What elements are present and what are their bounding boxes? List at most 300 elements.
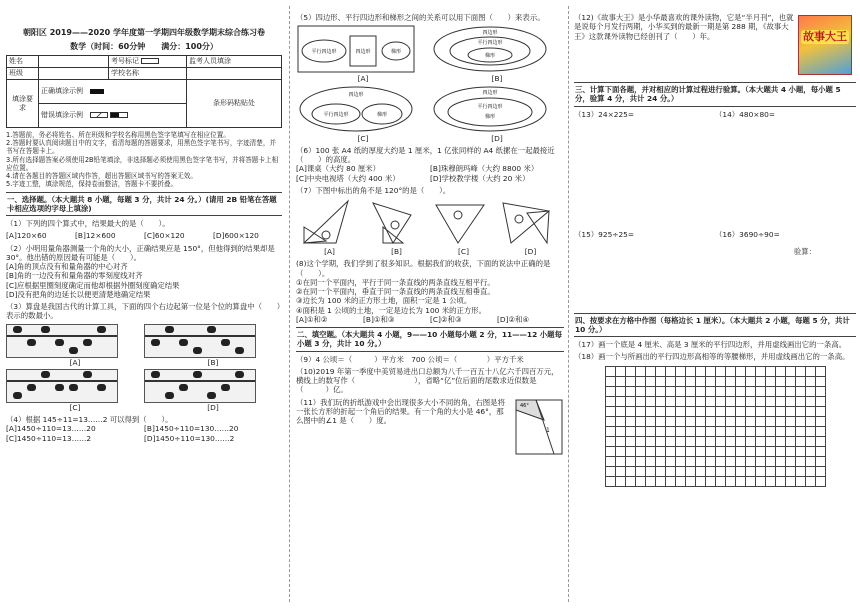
grid-cell[interactable]	[686, 417, 696, 427]
grid-cell[interactable]	[636, 437, 646, 447]
grid-cell[interactable]	[736, 407, 746, 417]
grid-cell[interactable]	[606, 377, 616, 387]
grid-cell[interactable]	[656, 377, 666, 387]
grid-cell[interactable]	[676, 417, 686, 427]
grid-cell[interactable]	[776, 387, 786, 397]
grid-cell[interactable]	[646, 387, 656, 397]
grid-cell[interactable]	[726, 447, 736, 457]
grid-cell[interactable]	[636, 367, 646, 377]
grid-cell[interactable]	[776, 377, 786, 387]
grid-cell[interactable]	[606, 467, 616, 477]
book-cover-image: 故事大王	[798, 15, 852, 75]
grid-cell[interactable]	[806, 387, 816, 397]
grid-cell[interactable]	[706, 367, 716, 377]
grid-cell[interactable]	[646, 437, 656, 447]
grid-cell[interactable]	[646, 367, 656, 377]
grid-cell[interactable]	[786, 477, 796, 487]
grid-cell[interactable]	[756, 367, 766, 377]
grid-cell[interactable]	[676, 377, 686, 387]
grid-cell[interactable]	[776, 457, 786, 467]
grid-cell[interactable]	[786, 377, 796, 387]
grid-cell[interactable]	[756, 407, 766, 417]
grid-cell[interactable]	[776, 467, 786, 477]
grid-cell[interactable]	[626, 457, 636, 467]
grid-cell[interactable]	[646, 417, 656, 427]
grid-cell[interactable]	[776, 447, 786, 457]
question-18: （18）画一个与所画出的平行四边形高相等的等腰梯形，并用虚线画出它的一条高。	[574, 352, 850, 362]
grid-cell[interactable]	[746, 407, 756, 417]
grid-cell[interactable]	[716, 417, 726, 427]
grid-cell[interactable]	[656, 447, 666, 457]
q4-option-a[interactable]: [A]1450÷110=13……20	[6, 424, 96, 434]
grid-cell[interactable]	[636, 417, 646, 427]
grid-cell[interactable]	[806, 417, 816, 427]
grid-cell[interactable]	[766, 457, 776, 467]
grid-cell[interactable]	[616, 367, 626, 377]
grid-cell[interactable]	[626, 447, 636, 457]
grid-cell[interactable]	[676, 407, 686, 417]
grid-cell[interactable]	[706, 377, 716, 387]
grid-cell[interactable]	[796, 387, 806, 397]
question-2: （2）小明用量角器测量一个角的大小，正确结果应是 150°，但他得到的结果却是 30°。他出错的原因最有可能是（ ）。 [A]角的顶点没有和量角器的中心对齐 [B]角的一边没有和量角器的零刻度线对齐 [C]应根据里圈刻度确定而他却根据外圈刻度确定结果 [D]没有把角的边延长以便更清楚地确定结果	[6, 244, 282, 300]
grid-cell[interactable]	[666, 367, 676, 377]
grid-cell[interactable]	[766, 437, 776, 447]
q6-option-a[interactable]: [A]课桌（大约 80 厘米）	[296, 164, 381, 174]
grid-cell[interactable]	[776, 427, 786, 437]
grid-cell[interactable]	[656, 467, 666, 477]
q4-option-d[interactable]: [D]1450÷110=130……2	[144, 433, 235, 443]
grid-cell[interactable]	[646, 427, 656, 437]
grid-cell[interactable]	[716, 377, 726, 387]
q4-option-c[interactable]: [C]1450÷110=13……2	[6, 433, 92, 443]
grid-cell[interactable]	[656, 407, 666, 417]
grid-cell[interactable]	[806, 407, 816, 417]
grid-cell[interactable]	[646, 457, 656, 467]
q1-option-c[interactable]: [C]60×120	[144, 231, 185, 241]
grid-cell[interactable]	[816, 467, 826, 477]
school-field[interactable]	[187, 68, 282, 80]
notes: 1.答题前，务必将姓名、所在班级和学校名称用黑色签字笔填写在相应位置。 2.答题时要认真阅读题目中的文字，看清每题的答题要求，用黑色签字笔书写，字迹清楚，并书写在答题卡上。 3.所有选择题答案必须使用2B铅笔填涂，非选择题必须使用黑色签字笔书写，并将答题卡上相应位置。 4.请在各题目的答题区域内作答，超出答题区域书写的答案无效。 5.字迹工整，填涂规范，保持卷面整洁，答题卡不要折叠。	[6, 131, 279, 189]
q2-option-b[interactable]: [B]角的一边没有和量角器的零刻度线对齐	[6, 271, 143, 281]
grid-cell[interactable]	[796, 457, 806, 467]
grid-cell[interactable]	[636, 387, 646, 397]
grid-cell[interactable]	[756, 427, 766, 437]
grid-cell[interactable]	[656, 397, 666, 407]
grid-cell[interactable]	[696, 447, 706, 457]
grid-cell[interactable]	[786, 447, 796, 457]
grid-cell[interactable]	[796, 407, 806, 417]
grid-cell[interactable]	[636, 477, 646, 487]
grid-cell[interactable]	[766, 447, 776, 457]
grid-cell[interactable]	[616, 377, 626, 387]
grid-cell[interactable]	[796, 437, 806, 447]
grid-cell[interactable]	[766, 377, 776, 387]
grid-cell[interactable]	[776, 477, 786, 487]
q2-option-c[interactable]: [C]应根据里圈刻度确定而他却根据外圈刻度确定结果	[6, 280, 180, 290]
grid-cell[interactable]	[766, 367, 776, 377]
grid-cell[interactable]	[726, 377, 736, 387]
grid-cell[interactable]	[786, 387, 796, 397]
grid-cell[interactable]	[656, 387, 666, 397]
grid-cell[interactable]	[746, 457, 756, 467]
grid-cell[interactable]	[736, 437, 746, 447]
grid-cell[interactable]	[786, 417, 796, 427]
grid-cell[interactable]	[716, 477, 726, 487]
grid-cell[interactable]	[626, 387, 636, 397]
grid-cell[interactable]	[776, 407, 786, 417]
grid-cell[interactable]	[806, 427, 816, 437]
grid-cell[interactable]	[646, 467, 656, 477]
grid-cell[interactable]	[696, 437, 706, 447]
grid-cell[interactable]	[776, 367, 786, 377]
q6-option-b[interactable]: [B]珠穆朗玛峰（大约 8800 米）	[430, 164, 539, 174]
grid-cell[interactable]	[706, 387, 716, 397]
grid-cell[interactable]	[636, 447, 646, 457]
grid-cell[interactable]	[746, 467, 756, 477]
grid-cell[interactable]	[816, 437, 826, 447]
grid-cell[interactable]	[676, 477, 686, 487]
q8-option-a[interactable]: [A]①和②	[296, 314, 328, 324]
q8-option-c[interactable]: [C]②和③	[430, 314, 462, 324]
grid-cell[interactable]	[676, 367, 686, 377]
grid-cell[interactable]	[816, 457, 826, 467]
grid-cell[interactable]	[636, 427, 646, 437]
grid-cell[interactable]	[636, 467, 646, 477]
grid-cell[interactable]	[696, 457, 706, 467]
q1-option-d[interactable]: [D]600×120	[213, 231, 259, 241]
grid-cell[interactable]	[746, 417, 756, 427]
grid-cell[interactable]	[756, 397, 766, 407]
grid-cell[interactable]	[616, 467, 626, 477]
grid-cell[interactable]	[766, 397, 776, 407]
grid-cell[interactable]	[756, 387, 766, 397]
grid-cell[interactable]	[746, 377, 756, 387]
grid-cell[interactable]	[666, 437, 676, 447]
grid-cell[interactable]	[646, 377, 656, 387]
grid-cell[interactable]	[706, 447, 716, 457]
grid-cell[interactable]	[666, 387, 676, 397]
grid-cell[interactable]	[606, 367, 616, 377]
grid-cell[interactable]	[626, 367, 636, 377]
grid-cell[interactable]	[716, 437, 726, 447]
grid-cell[interactable]	[716, 467, 726, 477]
grid-cell[interactable]	[686, 427, 696, 437]
grid-cell[interactable]	[726, 427, 736, 437]
grid-cell[interactable]	[796, 477, 806, 487]
grid-cell[interactable]	[736, 367, 746, 377]
grid-cell[interactable]	[766, 467, 776, 477]
grid-cell[interactable]	[666, 447, 676, 457]
q6-option-d[interactable]: [D]学校教学楼（大约 20 米）	[430, 173, 530, 183]
grid-cell[interactable]	[756, 417, 766, 427]
exam-mark-box[interactable]	[141, 58, 159, 64]
grid-cell[interactable]	[616, 407, 626, 417]
q1-option-b[interactable]: [B]12×600	[75, 231, 116, 241]
grid-cell[interactable]	[746, 477, 756, 487]
grid-cell[interactable]	[756, 467, 766, 477]
grid-cell[interactable]	[646, 447, 656, 457]
grid-cell[interactable]	[696, 397, 706, 407]
grid-cell[interactable]	[616, 397, 626, 407]
grid-cell[interactable]	[606, 387, 616, 397]
grid-cell[interactable]	[616, 437, 626, 447]
grid-cell[interactable]	[736, 397, 746, 407]
grid-cell[interactable]	[706, 407, 716, 417]
grid-cell[interactable]	[816, 397, 826, 407]
grid-cell[interactable]	[726, 457, 736, 467]
grid-cell[interactable]	[766, 387, 776, 397]
grid-cell[interactable]	[726, 437, 736, 447]
q8-option-b[interactable]: [B]①和③	[363, 314, 395, 324]
grid-cell[interactable]	[796, 467, 806, 477]
grid-cell[interactable]	[606, 397, 616, 407]
grid-cell[interactable]	[806, 467, 816, 477]
grid-cell[interactable]	[806, 367, 816, 377]
grid-cell[interactable]	[756, 477, 766, 487]
grid-cell[interactable]	[626, 437, 636, 447]
grid-cell[interactable]	[626, 427, 636, 437]
grid-cell[interactable]	[636, 377, 646, 387]
drawing-grid[interactable]	[605, 366, 826, 487]
grid-cell[interactable]	[726, 467, 736, 477]
column-left	[6, 10, 282, 600]
grid-cell[interactable]	[746, 437, 756, 447]
grid-cell[interactable]	[626, 417, 636, 427]
grid-cell[interactable]	[776, 417, 786, 427]
grid-cell[interactable]	[816, 387, 826, 397]
grid-cell[interactable]	[606, 477, 616, 487]
grid-cell[interactable]	[646, 477, 656, 487]
grid-cell[interactable]	[686, 437, 696, 447]
grid-cell[interactable]	[736, 387, 746, 397]
grid-cell[interactable]	[706, 437, 716, 447]
grid-cell[interactable]	[786, 367, 796, 377]
grid-cell[interactable]	[716, 397, 726, 407]
grid-cell[interactable]	[746, 397, 756, 407]
grid-cell[interactable]	[676, 457, 686, 467]
grid-cell[interactable]	[606, 437, 616, 447]
grid-cell[interactable]	[766, 477, 776, 487]
shape-label: 平行四边形	[477, 103, 503, 110]
grid-cell[interactable]	[716, 367, 726, 377]
grid-cell[interactable]	[736, 427, 746, 437]
grid-cell[interactable]	[746, 367, 756, 377]
grid-cell[interactable]	[716, 407, 726, 417]
grid-cell[interactable]	[676, 397, 686, 407]
grid-cell[interactable]	[626, 377, 636, 387]
question-1: （1）下列的四个算式中，结果最大的是（ ）。 [A]120×60 [B]12×600 [C]60×120 [D]600×120	[6, 219, 282, 241]
grid-cell[interactable]	[726, 387, 736, 397]
grid-cell[interactable]	[686, 477, 696, 487]
question-10: （10)2019 年第一季度中美贸易进出口总额为八千一百五十八亿六千四百万元，横线上的数写作（ ），省略“亿”位后面的尾数求近似数是（ ）亿。	[296, 366, 559, 395]
grid-cell[interactable]	[716, 427, 726, 437]
column-right	[574, 10, 856, 600]
q1-option-a[interactable]: [A]120×60	[6, 231, 47, 241]
grid-cell[interactable]	[726, 367, 736, 377]
column-middle	[296, 10, 564, 600]
grid-cell[interactable]	[796, 377, 806, 387]
grid-cell[interactable]	[696, 387, 706, 397]
grid-cell[interactable]	[656, 457, 666, 467]
grid-cell[interactable]	[816, 427, 826, 437]
grid-cell[interactable]	[736, 417, 746, 427]
grid-cell[interactable]	[756, 447, 766, 457]
grid-cell[interactable]	[616, 457, 626, 467]
grid-cell[interactable]	[786, 407, 796, 417]
grid-cell[interactable]	[656, 367, 666, 377]
grid-cell[interactable]	[706, 397, 716, 407]
grid-cell[interactable]	[606, 417, 616, 427]
grid-cell[interactable]	[606, 407, 616, 417]
grid-cell[interactable]	[786, 457, 796, 467]
grid-cell[interactable]	[616, 387, 626, 397]
grid-cell[interactable]	[806, 447, 816, 457]
q4-option-b[interactable]: [B]1450÷110=130……20	[144, 424, 239, 434]
grid-cell[interactable]	[816, 477, 826, 487]
grid-cell[interactable]	[606, 427, 616, 437]
grid-cell[interactable]	[806, 477, 816, 487]
grid-cell[interactable]	[796, 427, 806, 437]
grid-cell[interactable]	[666, 377, 676, 387]
grid-cell[interactable]	[726, 417, 736, 427]
grid-cell[interactable]	[706, 467, 716, 477]
grid-cell[interactable]	[786, 397, 796, 407]
grid-cell[interactable]	[676, 387, 686, 397]
grid-cell[interactable]	[806, 397, 816, 407]
name-field[interactable]	[39, 56, 109, 68]
class-field[interactable]	[39, 68, 109, 80]
grid-cell[interactable]	[626, 467, 636, 477]
grid-cell[interactable]	[626, 407, 636, 417]
grid-cell[interactable]	[766, 407, 776, 417]
grid-cell[interactable]	[726, 477, 736, 487]
q2-option-d[interactable]: [D]没有把角的边延长以便更清楚地确定结果	[6, 289, 151, 299]
grid-cell[interactable]	[656, 427, 666, 437]
grid-cell[interactable]	[656, 437, 666, 447]
grid-cell[interactable]	[746, 427, 756, 437]
grid-cell[interactable]	[766, 417, 776, 427]
grid-cell[interactable]	[716, 387, 726, 397]
grid-cell[interactable]	[606, 457, 616, 467]
grid-cell[interactable]	[656, 417, 666, 427]
grid-cell[interactable]	[736, 457, 746, 467]
grid-cell[interactable]	[796, 397, 806, 407]
grid-cell[interactable]	[716, 457, 726, 467]
grid-cell[interactable]	[816, 417, 826, 427]
grid-cell[interactable]	[666, 457, 676, 467]
grid-cell[interactable]	[676, 467, 686, 477]
grid-cell[interactable]	[806, 377, 816, 387]
grid-cell[interactable]	[616, 427, 626, 437]
grid-cell[interactable]	[666, 477, 676, 487]
grid-cell[interactable]	[676, 447, 686, 457]
grid-cell[interactable]	[686, 447, 696, 457]
grid-cell[interactable]	[776, 397, 786, 407]
grid-cell[interactable]	[696, 407, 706, 417]
q6-option-c[interactable]: [C]中央电视塔（大约 400 米）	[296, 173, 400, 183]
grid-cell[interactable]	[656, 477, 666, 487]
grid-cell[interactable]	[726, 397, 736, 407]
grid-cell[interactable]	[776, 437, 786, 447]
grid-cell[interactable]	[816, 447, 826, 457]
grid-cell[interactable]	[736, 467, 746, 477]
grid-cell[interactable]	[676, 427, 686, 437]
grid-cell[interactable]	[616, 417, 626, 427]
q2-option-a[interactable]: [A]角的顶点没有和量角器的中心对齐	[6, 262, 128, 272]
grid-cell[interactable]	[626, 397, 636, 407]
grid-cell[interactable]	[686, 377, 696, 387]
grid-cell[interactable]	[696, 417, 706, 427]
grid-cell[interactable]	[686, 367, 696, 377]
grid-cell[interactable]	[756, 437, 766, 447]
grid-cell[interactable]	[736, 447, 746, 457]
grid-cell[interactable]	[646, 397, 656, 407]
grid-cell[interactable]	[796, 367, 806, 377]
grid-cell[interactable]	[716, 447, 726, 457]
grid-cell[interactable]	[686, 397, 696, 407]
grid-cell[interactable]	[636, 407, 646, 417]
grid-cell[interactable]	[736, 477, 746, 487]
grid-cell[interactable]	[616, 477, 626, 487]
grid-cell[interactable]	[676, 437, 686, 447]
grid-cell[interactable]	[796, 417, 806, 427]
grid-cell[interactable]	[786, 427, 796, 437]
grid-cell[interactable]	[816, 407, 826, 417]
grid-cell[interactable]	[666, 427, 676, 437]
grid-cell[interactable]	[816, 367, 826, 377]
grid-cell[interactable]	[686, 387, 696, 397]
grid-cell[interactable]	[706, 417, 716, 427]
grid-cell[interactable]	[726, 407, 736, 417]
grid-cell[interactable]	[806, 457, 816, 467]
grid-cell[interactable]	[616, 447, 626, 457]
grid-cell[interactable]	[786, 467, 796, 477]
grid-cell[interactable]	[706, 427, 716, 437]
grid-cell[interactable]	[766, 427, 776, 437]
q8-option-d[interactable]: [D]②和④	[497, 314, 530, 324]
grid-cell[interactable]	[746, 447, 756, 457]
grid-cell[interactable]	[606, 447, 616, 457]
grid-cell[interactable]	[756, 457, 766, 467]
grid-cell[interactable]	[626, 477, 636, 487]
grid-cell[interactable]	[806, 437, 816, 447]
grid-cell[interactable]	[636, 397, 646, 407]
grid-cell[interactable]	[686, 467, 696, 477]
grid-cell[interactable]	[816, 377, 826, 387]
grid-cell[interactable]	[666, 407, 676, 417]
grid-cell[interactable]	[696, 367, 706, 377]
grid-cell[interactable]	[636, 457, 646, 467]
grid-cell[interactable]	[746, 387, 756, 397]
grid-cell[interactable]	[696, 477, 706, 487]
grid-cell[interactable]	[646, 407, 656, 417]
grid-cell[interactable]	[796, 447, 806, 457]
grid-cell[interactable]	[706, 457, 716, 467]
grid-cell[interactable]	[756, 377, 766, 387]
grid-cell[interactable]	[666, 417, 676, 427]
grid-cell[interactable]	[706, 477, 716, 487]
grid-cell[interactable]	[696, 377, 706, 387]
grid-cell[interactable]	[686, 407, 696, 417]
grid-cell[interactable]	[686, 457, 696, 467]
triangle-c: [C]	[430, 197, 497, 256]
grid-cell[interactable]	[736, 377, 746, 387]
grid-cell[interactable]	[696, 467, 706, 477]
grid-cell[interactable]	[786, 437, 796, 447]
grid-cell[interactable]	[666, 467, 676, 477]
grid-cell[interactable]	[666, 397, 676, 407]
grid-cell[interactable]	[696, 427, 706, 437]
